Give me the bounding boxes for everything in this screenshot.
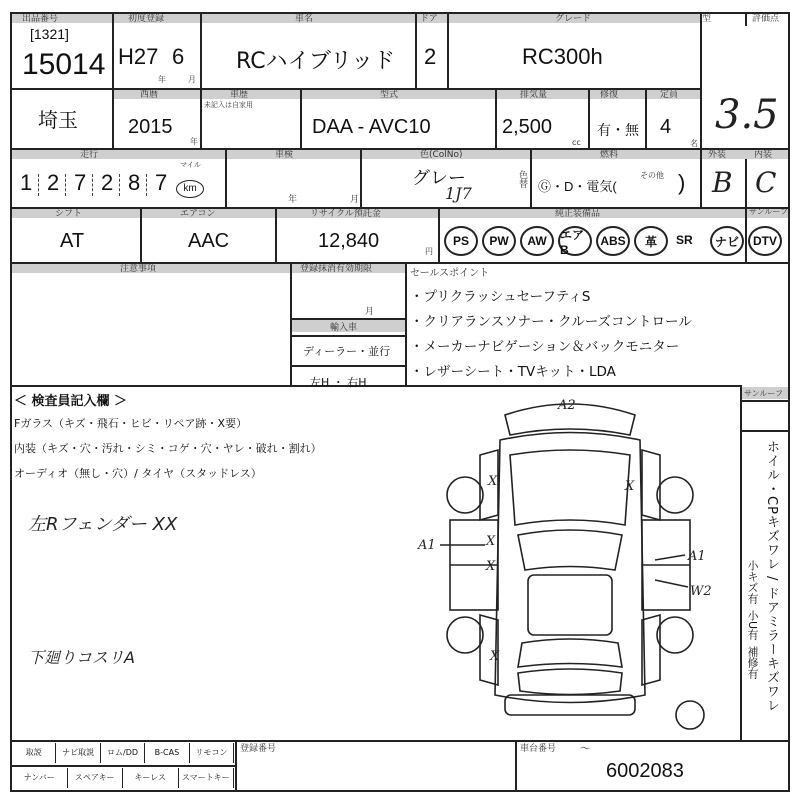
- footer-cell: B-CAS: [145, 743, 189, 763]
- mileage-unit-km: km: [176, 180, 204, 198]
- lot-code: [1321]: [30, 26, 69, 42]
- label-stock-no: 出品番号: [22, 14, 59, 24]
- door-count: 2: [424, 44, 437, 69]
- auction-score: 3.5: [715, 92, 779, 138]
- chassis-number: 6002083: [606, 760, 684, 782]
- inspection-month: 月: [350, 195, 360, 205]
- label-int: 内装: [754, 150, 773, 160]
- first-reg-tsuki: 月: [188, 75, 196, 84]
- equipment-3: エアB: [558, 226, 592, 256]
- label-displacement: 排気量: [520, 90, 548, 100]
- grade: RC300h: [522, 44, 603, 69]
- label-shift: シフト: [55, 209, 83, 219]
- sales-point: ・メーカーナビゲーション＆バックモニター: [410, 339, 680, 355]
- mark-x-5: X: [490, 649, 500, 664]
- label-car-name: 車名: [295, 14, 314, 24]
- equipment-1: PW: [482, 226, 516, 256]
- car-name: RCハイブリッド: [236, 49, 396, 74]
- recycle-unit: 円: [425, 247, 433, 256]
- label-shift-col: 型: [702, 14, 712, 24]
- sales-points-list: [410, 285, 740, 385]
- reg-month: 月: [365, 307, 375, 317]
- label-score: 評価点: [752, 14, 780, 24]
- mark-a1-right: A1: [688, 549, 706, 564]
- label-mileage: 走行: [80, 150, 99, 160]
- color-change-label: 色替: [517, 170, 527, 188]
- import-type: ディーラー・並行: [303, 345, 391, 358]
- label-type: 型式: [380, 90, 399, 100]
- footer-cell: 取説: [12, 743, 56, 763]
- first-reg-month: 6: [172, 44, 185, 69]
- displacement: 2,500: [502, 116, 553, 138]
- inspection-year: 年: [288, 195, 298, 205]
- interior-grade: C: [755, 166, 777, 199]
- chassis-mark: 〜: [580, 742, 591, 755]
- equipment-5: 革: [634, 226, 668, 256]
- footer-cell: キーレス: [123, 768, 179, 788]
- footer-cell: スマートキー: [179, 768, 235, 788]
- equipment-4: ABS: [596, 226, 630, 256]
- footer-cell: ロム/DD: [101, 743, 145, 763]
- label-history: 車歴: [230, 90, 249, 100]
- label-reg-no: 登録番号: [240, 744, 277, 754]
- repair-history: 有・無: [597, 123, 639, 139]
- equipment-7: ナビ: [710, 226, 744, 256]
- mileage-digit-separator: [65, 174, 66, 196]
- sales-point: ・プリクラッシュセーフティS: [410, 289, 591, 305]
- equipment-0: PS: [444, 226, 478, 256]
- mileage-digit: 1: [20, 170, 33, 195]
- year-unit: 年: [190, 137, 198, 146]
- label-repair: 修復: [600, 90, 619, 100]
- history-note: 未記入は自家用: [204, 101, 253, 109]
- label-import: 輸入車: [330, 323, 358, 333]
- label-notes: 注意事項: [120, 264, 157, 274]
- sales-point: ・レザーシート・TVキット・LDA: [410, 364, 616, 380]
- inspector-line-interior: 内装（キズ・穴・汚れ・シミ・コゲ・穴・ヤレ・破れ・割れ）: [14, 442, 322, 455]
- mark-x-2: X: [625, 479, 635, 494]
- color-code: 1J7: [445, 184, 472, 203]
- label-grade: グレード: [555, 14, 592, 24]
- steering-side: 左H ・ 右H: [310, 376, 367, 389]
- label-capacity: 定員: [660, 90, 679, 100]
- label-fuel: 燃料: [600, 150, 619, 160]
- mileage-digit: 7: [155, 170, 168, 195]
- label-doors: ドア: [420, 14, 438, 24]
- label-recycle: リサイクル預託金: [310, 209, 381, 219]
- model-year: 2015: [128, 116, 173, 138]
- lot-number: 15014: [22, 48, 106, 81]
- footer-cell: ナンバー: [12, 768, 68, 788]
- legend-vertical: ホイル・CPキズワレ / ドアミラーキズワレ: [764, 440, 779, 713]
- footer-cell: ナビ取説: [56, 743, 100, 763]
- footer-row-2: [12, 768, 234, 788]
- legend-badge: 補修有: [746, 646, 759, 680]
- mileage-digits: [14, 170, 184, 200]
- first-reg-nen: 年: [158, 75, 166, 84]
- mileage-digit: 2: [101, 170, 114, 195]
- mark-a1-left: A1: [418, 538, 436, 553]
- first-reg-era: H27: [118, 44, 159, 69]
- fuel-other: その他: [640, 171, 664, 180]
- mark-a2: A2: [558, 398, 576, 413]
- mileage-digit-separator: [38, 174, 39, 196]
- capacity: 4: [660, 116, 672, 138]
- mark-x-4: X: [486, 559, 496, 574]
- label-chassis: 車台番号: [520, 744, 557, 754]
- label-ext: 外装: [708, 150, 727, 160]
- equipment-8: DTV: [748, 226, 782, 256]
- fuel-close: ): [678, 170, 686, 195]
- footer-row-1: [12, 743, 234, 763]
- cc-unit: cc: [572, 138, 581, 147]
- inspector-line-audio: オーディオ（無し・穴）/ タイヤ（スタッドレス）: [14, 467, 262, 480]
- label-aircon: エアコン: [180, 209, 216, 219]
- mark-x-1: X: [488, 474, 498, 489]
- region: 埼玉: [38, 108, 78, 132]
- label-reg-box: 登録抹消有効期限: [300, 264, 373, 274]
- shift-type: AT: [60, 230, 85, 252]
- equipment-list: [440, 226, 788, 258]
- label-color: 色(ColNo): [420, 150, 463, 160]
- mileage-digit: 2: [47, 170, 60, 195]
- hand-note-underbody: 下廻りコスリA: [28, 648, 135, 667]
- legend-badge: 小U有: [746, 610, 759, 641]
- mileage-digit-separator: [146, 174, 147, 196]
- label-equipment: 純正装備品: [555, 209, 601, 219]
- mark-x-3: X: [486, 534, 496, 549]
- fuel-type: Ⓖ・D・電気(: [538, 179, 617, 194]
- mileage-digit: 8: [128, 170, 141, 195]
- exterior-grade: B: [712, 166, 733, 199]
- label-sunroof: サンルーフ: [744, 389, 783, 398]
- inspector-line-glass: Fガラス（キズ・飛石・ヒビ・リペア跡・X要）: [14, 417, 248, 430]
- label-sales-points: セールスポイント: [410, 268, 490, 279]
- hand-note-fender: 左Rフェンダー XX: [28, 514, 178, 535]
- mileage-digit-separator: [92, 174, 93, 196]
- label-sunroof-top: サンルーフ: [749, 207, 788, 216]
- mileage-unit-label: マイル: [180, 161, 201, 169]
- recycle-fee: 12,840: [318, 230, 380, 252]
- inspector-title: ＜ 検査員記入欄 ＞: [14, 394, 128, 409]
- sales-point: ・クリアランスソナー・クルーズコントロール: [410, 314, 692, 330]
- mileage-digit: 7: [74, 170, 87, 195]
- footer-cell: スペアキー: [68, 768, 124, 788]
- color-name: グレー: [412, 168, 466, 189]
- label-inspection: 車検: [275, 150, 294, 160]
- label-year: 西暦: [140, 90, 159, 100]
- mileage-digit-separator: [119, 174, 120, 196]
- capacity-unit: 名: [690, 139, 698, 148]
- legend-badge: 小キズ有: [746, 560, 759, 604]
- equipment-2: AW: [520, 226, 554, 256]
- footer-cell: リモコン: [190, 743, 234, 763]
- equipment-6: SR: [676, 233, 693, 247]
- legend-badges: [744, 560, 768, 740]
- label-first-reg: 初度登録: [128, 14, 165, 24]
- car-damage-diagram: [410, 395, 740, 735]
- model-code: DAA - AVC10: [312, 116, 431, 138]
- aircon-type: AAC: [188, 230, 230, 252]
- mark-w2: W2: [690, 584, 712, 599]
